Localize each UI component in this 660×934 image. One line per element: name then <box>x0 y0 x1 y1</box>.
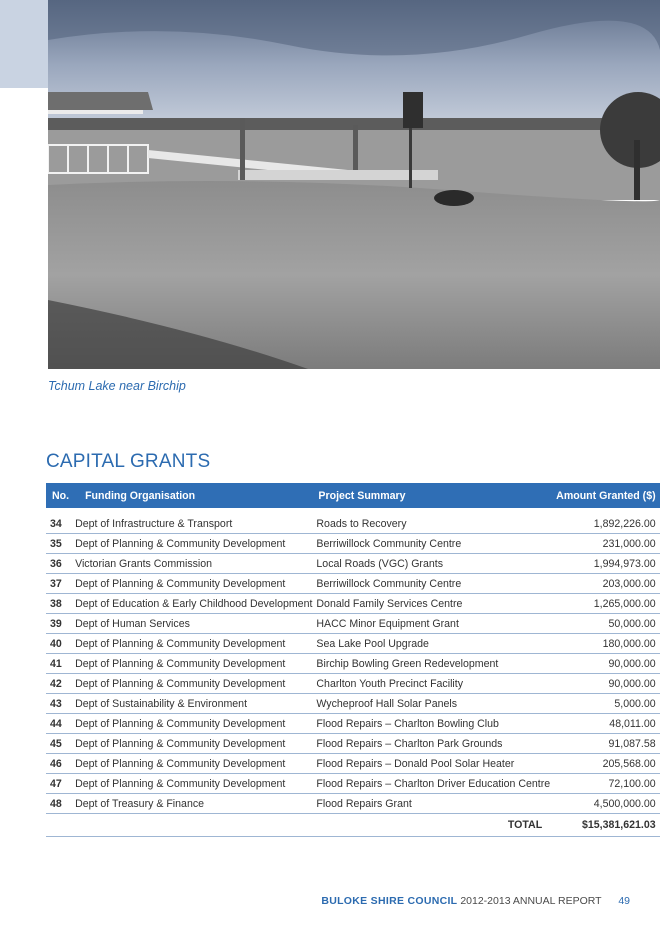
funding-organisation: Dept of Planning & Community Development <box>73 674 314 694</box>
amount-granted: 50,000.00 <box>552 614 659 634</box>
amount-granted: 5,000.00 <box>552 694 659 714</box>
funding-organisation: Dept of Human Services <box>73 614 314 634</box>
funding-organisation: Victorian Grants Commission <box>73 554 314 574</box>
funding-organisation: Dept of Planning & Community Development <box>73 754 314 774</box>
grant-number: 39 <box>46 614 73 634</box>
grant-number: 34 <box>46 514 73 534</box>
amount-granted: 203,000.00 <box>552 574 659 594</box>
header-no: No. <box>46 483 73 508</box>
grant-number: 41 <box>46 654 73 674</box>
grant-number: 44 <box>46 714 73 734</box>
grant-number: 43 <box>46 694 73 714</box>
project-summary: Flood Repairs Grant <box>314 794 552 814</box>
grant-number: 47 <box>46 774 73 794</box>
table-row <box>46 534 660 554</box>
project-summary: Flood Repairs – Charlton Driver Education Centre <box>314 774 552 794</box>
amount-granted: 231,000.00 <box>552 534 659 554</box>
lake-photo <box>48 0 660 369</box>
funding-organisation: Dept of Planning & Community Development <box>73 734 314 754</box>
page-footer <box>321 895 630 907</box>
funding-organisation: Dept of Planning & Community Development <box>73 654 314 674</box>
page-number: 49 <box>618 895 630 907</box>
grant-number: 45 <box>46 734 73 754</box>
total-label: TOTAL <box>46 814 552 837</box>
grant-number: 38 <box>46 594 73 614</box>
funding-organisation: Dept of Planning & Community Development <box>73 634 314 654</box>
project-summary: Wycheproof Hall Solar Panels <box>314 694 552 714</box>
table-row <box>46 514 660 534</box>
project-summary: Flood Repairs – Charlton Park Grounds <box>314 734 552 754</box>
funding-organisation: Dept of Planning & Community Development <box>73 534 314 554</box>
amount-granted: 90,000.00 <box>552 674 659 694</box>
total-row <box>46 814 660 837</box>
amount-granted: 48,011.00 <box>552 714 659 734</box>
section-title: CAPITAL GRANTS <box>46 451 211 472</box>
amount-granted: 4,500,000.00 <box>552 794 659 814</box>
table-row <box>46 674 660 694</box>
total-amount: $15,381,621.03 <box>552 814 659 837</box>
amount-granted: 205,568.00 <box>552 754 659 774</box>
table-row <box>46 614 660 634</box>
project-summary: Berriwillock Community Centre <box>314 534 552 554</box>
table-row <box>46 734 660 754</box>
table-row <box>46 774 660 794</box>
table-row <box>46 714 660 734</box>
table-header-row <box>46 483 660 508</box>
funding-organisation: Dept of Sustainability & Environment <box>73 694 314 714</box>
project-summary: Berriwillock Community Centre <box>314 574 552 594</box>
header-project-summary: Project Summary <box>314 483 552 508</box>
table-row <box>46 574 660 594</box>
project-summary: Birchip Bowling Green Redevelopment <box>314 654 552 674</box>
funding-organisation: Dept of Planning & Community Development <box>73 714 314 734</box>
amount-granted: 1,994,973.00 <box>552 554 659 574</box>
grant-number: 46 <box>46 754 73 774</box>
grant-number: 48 <box>46 794 73 814</box>
amount-granted: 180,000.00 <box>552 634 659 654</box>
header-funding-organisation: Funding Organisation <box>73 483 314 508</box>
funding-organisation: Dept of Infrastructure & Transport <box>73 514 314 534</box>
project-summary: HACC Minor Equipment Grant <box>314 614 552 634</box>
funding-organisation: Dept of Planning & Community Development <box>73 574 314 594</box>
project-summary: Charlton Youth Precinct Facility <box>314 674 552 694</box>
project-summary: Donald Family Services Centre <box>314 594 552 614</box>
project-summary: Flood Repairs – Charlton Bowling Club <box>314 714 552 734</box>
table-row <box>46 794 660 814</box>
amount-granted: 72,100.00 <box>552 774 659 794</box>
table-row <box>46 634 660 654</box>
funding-organisation: Dept of Treasury & Finance <box>73 794 314 814</box>
project-summary: Local Roads (VGC) Grants <box>314 554 552 574</box>
header-amount-granted: Amount Granted ($) <box>552 483 659 508</box>
table-row <box>46 694 660 714</box>
table-row <box>46 654 660 674</box>
capital-grants-table <box>46 483 660 837</box>
grant-number: 37 <box>46 574 73 594</box>
project-summary: Roads to Recovery <box>314 514 552 534</box>
footer-council-name: BULOKE SHIRE COUNCIL <box>321 895 458 907</box>
amount-granted: 1,265,000.00 <box>552 594 659 614</box>
project-summary: Flood Repairs – Donald Pool Solar Heater <box>314 754 552 774</box>
amount-granted: 90,000.00 <box>552 654 659 674</box>
funding-organisation: Dept of Planning & Community Development <box>73 774 314 794</box>
grant-number: 36 <box>46 554 73 574</box>
table-row <box>46 554 660 574</box>
amount-granted: 1,892,226.00 <box>552 514 659 534</box>
table-row <box>46 754 660 774</box>
grant-number: 40 <box>46 634 73 654</box>
amount-granted: 91,087.58 <box>552 734 659 754</box>
grant-number: 42 <box>46 674 73 694</box>
funding-organisation: Dept of Education & Early Childhood Development <box>73 594 314 614</box>
grant-number: 35 <box>46 534 73 554</box>
corner-accent-block <box>0 0 48 88</box>
table-row <box>46 594 660 614</box>
photo-caption: Tchum Lake near Birchip <box>48 379 186 393</box>
footer-report-title: 2012-2013 ANNUAL REPORT <box>460 895 602 907</box>
project-summary: Sea Lake Pool Upgrade <box>314 634 552 654</box>
